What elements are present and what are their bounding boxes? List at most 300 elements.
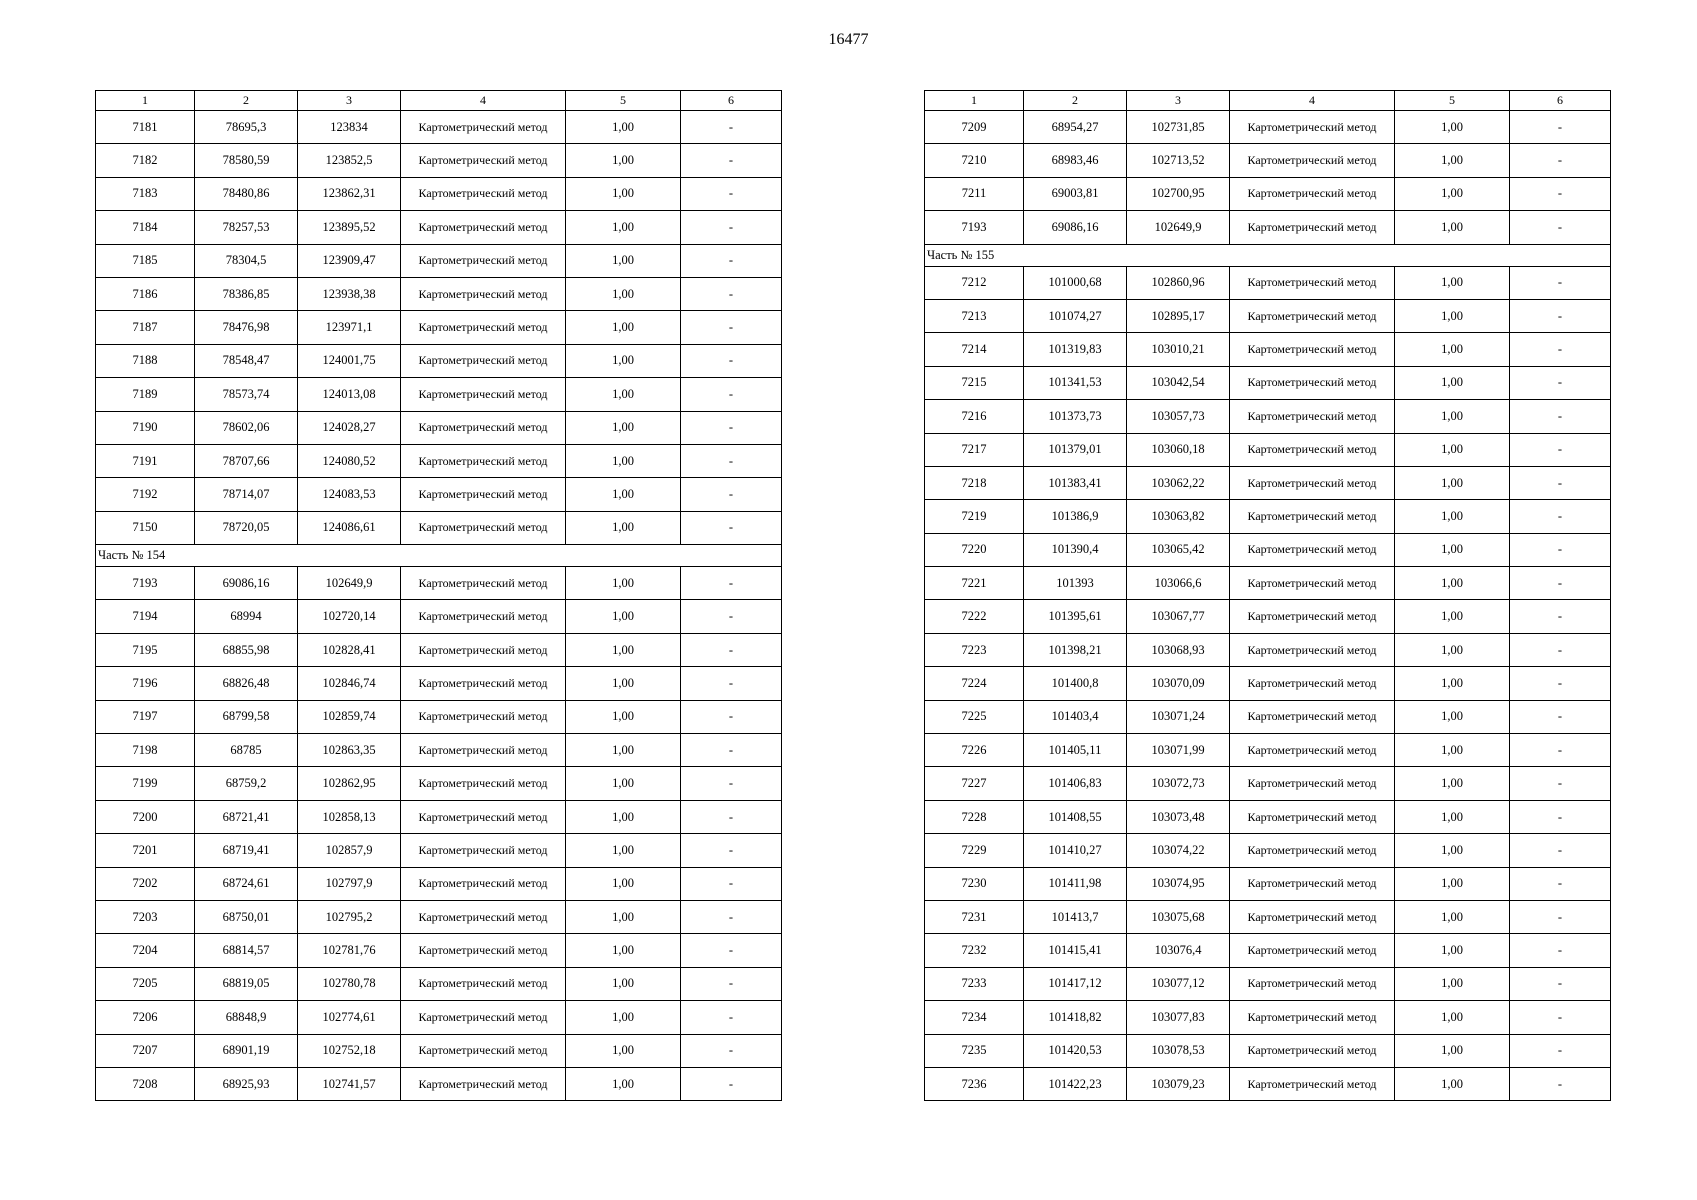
method-cell: Картометрический метод [1230,667,1395,700]
method-cell: Картометрический метод [1230,1067,1395,1100]
description-cell: - [681,600,782,633]
x-coordinate-cell: 101398,21 [1024,633,1127,666]
method-cell: Картометрический метод [401,967,566,1000]
accuracy-cell: 1,00 [566,1034,681,1067]
point-number-cell: 7196 [96,667,195,700]
point-number-cell: 7199 [96,767,195,800]
y-coordinate-cell: 103076,4 [1127,934,1230,967]
description-cell: - [681,277,782,310]
accuracy-cell: 1,00 [1395,299,1510,332]
y-coordinate-cell: 103079,23 [1127,1067,1230,1100]
y-coordinate-cell: 102895,17 [1127,299,1230,332]
accuracy-cell: 1,00 [566,834,681,867]
point-number-cell: 7230 [925,867,1024,900]
y-coordinate-cell: 103068,93 [1127,633,1230,666]
y-coordinate-cell: 102860,96 [1127,266,1230,299]
x-coordinate-cell: 101393 [1024,567,1127,600]
method-cell: Картометрический метод [401,734,566,767]
x-coordinate-cell: 78695,3 [195,111,298,144]
method-cell: Картометрический метод [401,411,566,444]
part-heading: Часть № 154 [96,545,782,567]
x-coordinate-cell: 69086,16 [195,567,298,600]
column-header: 6 [1510,91,1611,111]
point-number-cell: 7221 [925,567,1024,600]
method-cell: Картометрический метод [1230,366,1395,399]
x-coordinate-cell: 101418,82 [1024,1001,1127,1034]
method-cell: Картометрический метод [401,900,566,933]
point-number-cell: 7207 [96,1034,195,1067]
part-heading-row [96,545,782,567]
point-number-cell: 7197 [96,700,195,733]
y-coordinate-cell: 103077,12 [1127,967,1230,1000]
point-number-cell: 7209 [925,111,1024,144]
x-coordinate-cell: 78386,85 [195,277,298,310]
description-cell: - [1510,400,1611,433]
point-number-cell: 7188 [96,344,195,377]
method-cell: Картометрический метод [1230,299,1395,332]
accuracy-cell: 1,00 [1395,600,1510,633]
y-coordinate-cell: 124083,53 [298,478,401,511]
method-cell: Картометрический метод [1230,1001,1395,1034]
point-number-cell: 7198 [96,734,195,767]
y-coordinate-cell: 102862,95 [298,767,401,800]
right-table [924,90,1611,1101]
description-cell: - [1510,333,1611,366]
table-row [925,834,1611,867]
accuracy-cell: 1,00 [566,211,681,244]
point-number-cell: 7231 [925,900,1024,933]
x-coordinate-cell: 68983,46 [1024,144,1127,177]
x-coordinate-cell: 101413,7 [1024,900,1127,933]
table-row [96,311,782,344]
y-coordinate-cell: 102863,35 [298,734,401,767]
y-coordinate-cell: 103072,73 [1127,767,1230,800]
method-cell: Картометрический метод [401,867,566,900]
table-row [925,366,1611,399]
accuracy-cell: 1,00 [1395,144,1510,177]
point-number-cell: 7193 [925,211,1024,244]
point-number-cell: 7150 [96,511,195,544]
description-cell: - [1510,366,1611,399]
table-row [96,734,782,767]
left-table [95,90,782,1101]
table-row [925,1067,1611,1100]
column-header: 3 [1127,91,1230,111]
y-coordinate-cell: 103071,99 [1127,734,1230,767]
point-number-cell: 7232 [925,934,1024,967]
x-coordinate-cell: 101411,98 [1024,867,1127,900]
description-cell: - [1510,900,1611,933]
y-coordinate-cell: 103042,54 [1127,366,1230,399]
point-number-cell: 7191 [96,444,195,477]
description-cell: - [681,511,782,544]
description-cell: - [1510,934,1611,967]
accuracy-cell: 1,00 [1395,934,1510,967]
method-cell: Картометрический метод [401,600,566,633]
method-cell: Картометрический метод [401,211,566,244]
description-cell: - [1510,111,1611,144]
table-row [96,700,782,733]
point-number-cell: 7216 [925,400,1024,433]
table-row [925,667,1611,700]
description-cell: - [1510,1034,1611,1067]
method-cell: Картометрический метод [401,478,566,511]
method-cell: Картометрический метод [1230,211,1395,244]
y-coordinate-cell: 102713,52 [1127,144,1230,177]
description-cell: - [681,1067,782,1100]
description-cell: - [681,633,782,666]
accuracy-cell: 1,00 [566,934,681,967]
method-cell: Картометрический метод [1230,111,1395,144]
accuracy-cell: 1,00 [1395,567,1510,600]
accuracy-cell: 1,00 [1395,867,1510,900]
description-cell: - [1510,500,1611,533]
x-coordinate-cell: 68721,41 [195,800,298,833]
method-cell: Картометрический метод [1230,967,1395,1000]
point-number-cell: 7181 [96,111,195,144]
accuracy-cell: 1,00 [1395,667,1510,700]
x-coordinate-cell: 68819,05 [195,967,298,1000]
x-coordinate-cell: 101405,11 [1024,734,1127,767]
part-heading-row [925,244,1611,266]
accuracy-cell: 1,00 [1395,366,1510,399]
x-coordinate-cell: 78707,66 [195,444,298,477]
method-cell: Картометрический метод [401,144,566,177]
table-row [925,800,1611,833]
point-number-cell: 7187 [96,311,195,344]
description-cell: - [681,967,782,1000]
accuracy-cell: 1,00 [1395,333,1510,366]
y-coordinate-cell: 123834 [298,111,401,144]
table-row [96,144,782,177]
point-number-cell: 7200 [96,800,195,833]
description-cell: - [681,311,782,344]
y-coordinate-cell: 103010,21 [1127,333,1230,366]
part-heading: Часть № 155 [925,244,1611,266]
description-cell: - [681,1001,782,1034]
accuracy-cell: 1,00 [566,1067,681,1100]
accuracy-cell: 1,00 [1395,633,1510,666]
method-cell: Картометрический метод [401,567,566,600]
x-coordinate-cell: 68750,01 [195,900,298,933]
description-cell: - [1510,834,1611,867]
table-row [925,433,1611,466]
y-coordinate-cell: 102795,2 [298,900,401,933]
x-coordinate-cell: 68814,57 [195,934,298,967]
x-coordinate-cell: 101415,41 [1024,934,1127,967]
y-coordinate-cell: 103060,18 [1127,433,1230,466]
x-coordinate-cell: 101417,12 [1024,967,1127,1000]
accuracy-cell: 1,00 [1395,1034,1510,1067]
x-coordinate-cell: 78602,06 [195,411,298,444]
point-number-cell: 7226 [925,734,1024,767]
description-cell: - [681,800,782,833]
method-cell: Картометрический метод [1230,700,1395,733]
column-header: 2 [1024,91,1127,111]
table-row [96,867,782,900]
point-number-cell: 7208 [96,1067,195,1100]
accuracy-cell: 1,00 [1395,900,1510,933]
point-number-cell: 7229 [925,834,1024,867]
y-coordinate-cell: 103074,95 [1127,867,1230,900]
table-row [925,700,1611,733]
x-coordinate-cell: 101400,8 [1024,667,1127,700]
accuracy-cell: 1,00 [566,311,681,344]
table-row [925,144,1611,177]
method-cell: Картометрический метод [1230,177,1395,210]
description-cell: - [1510,299,1611,332]
table-row [96,344,782,377]
y-coordinate-cell: 124013,08 [298,378,401,411]
method-cell: Картометрический метод [401,277,566,310]
table-row [96,834,782,867]
description-cell: - [681,700,782,733]
accuracy-cell: 1,00 [1395,834,1510,867]
method-cell: Картометрический метод [1230,900,1395,933]
description-cell: - [1510,967,1611,1000]
description-cell: - [1510,867,1611,900]
accuracy-cell: 1,00 [566,633,681,666]
point-number-cell: 7225 [925,700,1024,733]
description-cell: - [681,900,782,933]
accuracy-cell: 1,00 [1395,533,1510,566]
accuracy-cell: 1,00 [566,378,681,411]
point-number-cell: 7201 [96,834,195,867]
description-cell: - [681,444,782,477]
x-coordinate-cell: 78580,59 [195,144,298,177]
description-cell: - [681,111,782,144]
table-row [96,177,782,210]
x-coordinate-cell: 101074,27 [1024,299,1127,332]
column-header: 2 [195,91,298,111]
method-cell: Картометрический метод [1230,767,1395,800]
method-cell: Картометрический метод [1230,333,1395,366]
description-cell: - [1510,767,1611,800]
method-cell: Картометрический метод [401,834,566,867]
x-coordinate-cell: 68719,41 [195,834,298,867]
table-row [96,1001,782,1034]
description-cell: - [1510,600,1611,633]
table-row [96,934,782,967]
method-cell: Картометрический метод [401,244,566,277]
y-coordinate-cell: 102649,9 [1127,211,1230,244]
method-cell: Картометрический метод [401,111,566,144]
table-row [925,333,1611,366]
method-cell: Картометрический метод [401,177,566,210]
table-row [925,177,1611,210]
x-coordinate-cell: 101373,73 [1024,400,1127,433]
method-cell: Картометрический метод [401,344,566,377]
table-row [925,266,1611,299]
y-coordinate-cell: 102828,41 [298,633,401,666]
accuracy-cell: 1,00 [1395,211,1510,244]
point-number-cell: 7205 [96,967,195,1000]
point-number-cell: 7234 [925,1001,1024,1034]
description-cell: - [1510,633,1611,666]
accuracy-cell: 1,00 [566,144,681,177]
y-coordinate-cell: 103074,22 [1127,834,1230,867]
accuracy-cell: 1,00 [566,600,681,633]
point-number-cell: 7186 [96,277,195,310]
x-coordinate-cell: 78720,05 [195,511,298,544]
accuracy-cell: 1,00 [1395,700,1510,733]
x-coordinate-cell: 68826,48 [195,667,298,700]
table-row [925,1001,1611,1034]
method-cell: Картометрический метод [1230,266,1395,299]
table-row [925,600,1611,633]
description-cell: - [681,211,782,244]
table-row [96,600,782,633]
point-number-cell: 7222 [925,600,1024,633]
table-row [96,411,782,444]
accuracy-cell: 1,00 [1395,500,1510,533]
y-coordinate-cell: 102780,78 [298,967,401,1000]
y-coordinate-cell: 102741,57 [298,1067,401,1100]
description-cell: - [1510,567,1611,600]
y-coordinate-cell: 124086,61 [298,511,401,544]
table-row [96,478,782,511]
method-cell: Картометрический метод [401,378,566,411]
x-coordinate-cell: 78257,53 [195,211,298,244]
header-row [925,91,1611,111]
point-number-cell: 7192 [96,478,195,511]
point-number-cell: 7206 [96,1001,195,1034]
description-cell: - [1510,734,1611,767]
description-cell: - [681,411,782,444]
x-coordinate-cell: 78476,98 [195,311,298,344]
method-cell: Картометрический метод [1230,600,1395,633]
x-coordinate-cell: 68954,27 [1024,111,1127,144]
table-row [925,466,1611,499]
y-coordinate-cell: 123938,38 [298,277,401,310]
method-cell: Картометрический метод [401,934,566,967]
description-cell: - [681,177,782,210]
x-coordinate-cell: 78573,74 [195,378,298,411]
method-cell: Картометрический метод [1230,533,1395,566]
table-row [96,444,782,477]
point-number-cell: 7193 [96,567,195,600]
method-cell: Картометрический метод [1230,1034,1395,1067]
accuracy-cell: 1,00 [1395,177,1510,210]
y-coordinate-cell: 102720,14 [298,600,401,633]
table-row [925,900,1611,933]
x-coordinate-cell: 68925,93 [195,1067,298,1100]
accuracy-cell: 1,00 [566,900,681,933]
y-coordinate-cell: 102649,9 [298,567,401,600]
point-number-cell: 7182 [96,144,195,177]
method-cell: Картометрический метод [1230,934,1395,967]
method-cell: Картометрический метод [1230,433,1395,466]
table-row [96,244,782,277]
accuracy-cell: 1,00 [1395,734,1510,767]
description-cell: - [1510,1067,1611,1100]
y-coordinate-cell: 103063,82 [1127,500,1230,533]
method-cell: Картометрический метод [1230,500,1395,533]
table-row [96,900,782,933]
point-number-cell: 7211 [925,177,1024,210]
table-row [96,1034,782,1067]
method-cell: Картометрический метод [401,1001,566,1034]
x-coordinate-cell: 101319,83 [1024,333,1127,366]
x-coordinate-cell: 101000,68 [1024,266,1127,299]
x-coordinate-cell: 101395,61 [1024,600,1127,633]
point-number-cell: 7235 [925,1034,1024,1067]
y-coordinate-cell: 103075,68 [1127,900,1230,933]
column-header: 1 [96,91,195,111]
description-cell: - [1510,144,1611,177]
x-coordinate-cell: 68759,2 [195,767,298,800]
table-row [925,633,1611,666]
y-coordinate-cell: 123862,31 [298,177,401,210]
description-cell: - [681,934,782,967]
description-cell: - [1510,700,1611,733]
x-coordinate-cell: 101422,23 [1024,1067,1127,1100]
description-cell: - [1510,177,1611,210]
x-coordinate-cell: 68724,61 [195,867,298,900]
column-header: 1 [925,91,1024,111]
header-row [96,91,782,111]
table-row [925,867,1611,900]
accuracy-cell: 1,00 [1395,466,1510,499]
x-coordinate-cell: 69003,81 [1024,177,1127,210]
table-row [925,211,1611,244]
accuracy-cell: 1,00 [566,444,681,477]
description-cell: - [681,867,782,900]
x-coordinate-cell: 101386,9 [1024,500,1127,533]
description-cell: - [681,244,782,277]
method-cell: Картометрический метод [401,1067,566,1100]
method-cell: Картометрический метод [1230,466,1395,499]
table-row [96,511,782,544]
y-coordinate-cell: 102781,76 [298,934,401,967]
point-number-cell: 7220 [925,533,1024,566]
x-coordinate-cell: 101408,55 [1024,800,1127,833]
description-cell: - [681,478,782,511]
accuracy-cell: 1,00 [566,244,681,277]
y-coordinate-cell: 123971,1 [298,311,401,344]
y-coordinate-cell: 103070,09 [1127,667,1230,700]
column-header: 4 [1230,91,1395,111]
y-coordinate-cell: 102857,9 [298,834,401,867]
table-row [925,1034,1611,1067]
point-number-cell: 7223 [925,633,1024,666]
description-cell: - [1510,533,1611,566]
accuracy-cell: 1,00 [566,478,681,511]
y-coordinate-cell: 103077,83 [1127,1001,1230,1034]
accuracy-cell: 1,00 [566,800,681,833]
description-cell: - [1510,211,1611,244]
x-coordinate-cell: 68785 [195,734,298,767]
point-number-cell: 7217 [925,433,1024,466]
method-cell: Картометрический метод [401,444,566,477]
x-coordinate-cell: 68855,98 [195,633,298,666]
y-coordinate-cell: 102846,74 [298,667,401,700]
table-row [96,1067,782,1100]
column-header: 6 [681,91,782,111]
table-row [925,400,1611,433]
description-cell: - [1510,800,1611,833]
y-coordinate-cell: 103073,48 [1127,800,1230,833]
y-coordinate-cell: 123852,5 [298,144,401,177]
description-cell: - [681,344,782,377]
x-coordinate-cell: 101403,4 [1024,700,1127,733]
y-coordinate-cell: 102859,74 [298,700,401,733]
point-number-cell: 7233 [925,967,1024,1000]
column-header: 3 [298,91,401,111]
table-row [96,277,782,310]
description-cell: - [1510,667,1611,700]
accuracy-cell: 1,00 [1395,433,1510,466]
